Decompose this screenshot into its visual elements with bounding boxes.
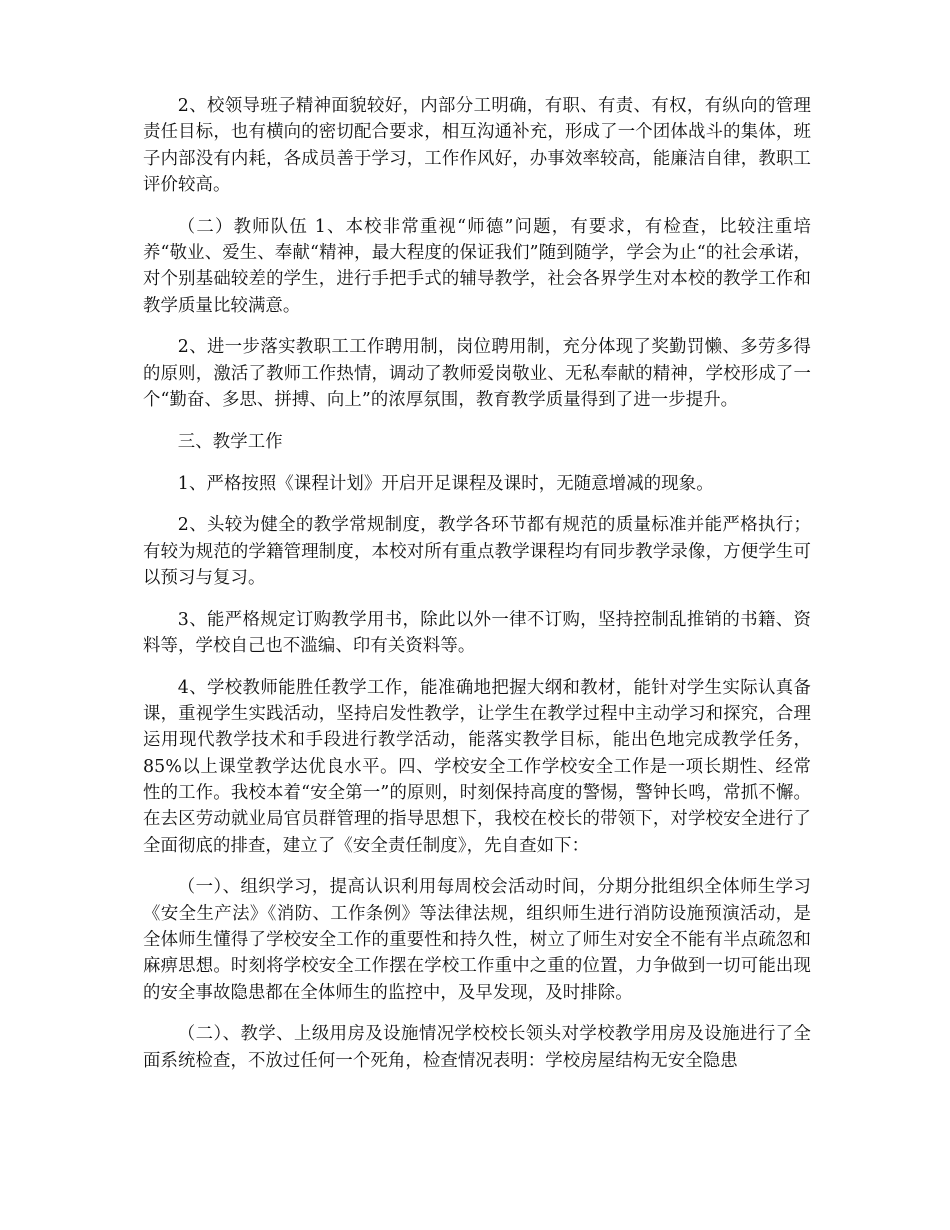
paragraph-employment-system: 2、进一步落实教职工工作聘用制，岗位聘用制，充分体现了奖勤罚懒、多劳多得的原则，激活了教师工作热情，调动了教师爱岗敬业、无私奉献的精神，学校形成了一个“勤奋、多思、拼搏、向上”的浓厚氛围，教育教学质量得到了进一步提升。 (143, 337, 811, 410)
section-heading-teaching: 三、教学工作 (177, 431, 283, 452)
paragraph-safety-study: （一）、组织学习，提高认识利用每周校会活动时间，分期分批组织全体师生学习《安全生产法》《消防、工作条例》等法律法规，组织师生进行消防设施预演活动，是全体师生懂得了学校安全工作的重要性和持久性，树立了师生对安全不能有半点疏忽和麻痹思想。时刻将学校安全工作摆在学校工作重中之重的位置，力争做到一切可能出现的安全事故隐患都在全体师生的监控中，及早发现，及时排除。 (143, 877, 811, 1003)
paragraph-teacher-ethics: （二）教师队伍 1、本校非常重视“师德”问题，有要求，有检查，比较注重培养“敬业、爱生、奉献“精神，最大程度的保证我们”随到随学，学会为止“的社会承诺，对个别基础较差的学生，进行手把手式的辅导教学，社会各界学生对本校的教学工作和教学质量比较满意。 (143, 216, 811, 316)
paragraph-facilities-check: （二）、教学、上级用房及设施情况学校校长领头对学校教学用房及设施进行了全面系统检查，不放过任何一个死角，检查情况表明：学校房屋结构无安全隐患 (143, 1024, 811, 1071)
paragraph-teaching-routine: 2、头较为健全的教学常规制度，教学各环节都有规范的质量标准并能严格执行；有较为规范的学籍管理制度，本校对所有重点教学课程均有同步教学录像，方便学生可以预习与复习。 (143, 515, 811, 588)
paragraph-curriculum: 1、严格按照《课程计划》开启开足课程及课时，无随意增减的现象。 (177, 473, 714, 494)
paragraph-teacher-competence-safety: 4、学校教师能胜任教学工作，能准确地把握大纲和教材，能针对学生实际认真备课，重视学生实践活动，坚持启发性教学，让学生在教学过程中主动学习和探究，合理运用现代教学技术和手段进行教学活动，能落实教学目标，能出色地完成教学任务，85%以上课堂教学达优良水平。四、学校安全工作学校安全工作是一项长期性、经常性的工作。我校本着“安全第一”的原则，时刻保持高度的警惕，警钟长鸣，常抓不懈。在去区劳动就业局官员群管理的指导思想下，我校在校长的带领下，对学校安全进行了全面彻底的排查，建立了《安全责任制度》，先自查如下： (143, 677, 811, 856)
paragraph-leadership: 2、校领导班子精神面貌较好，内部分工明确，有职、有责、有权，有纵向的管理责任目标，也有横向的密切配合要求，相互沟通补充，形成了一个团体战斗的集体，班子内部没有内耗，各成员善于学习，工作作风好，办事效率较高，能廉洁自律，教职工评价较高。 (143, 96, 811, 195)
paragraph-textbooks: 3、能严格规定订购教学用书，除此以外一律不订购，坚持控制乱推销的书籍、资料等，学校自己也不滥编、印有关资料等。 (143, 609, 811, 657)
document-body (143, 93, 811, 1090)
